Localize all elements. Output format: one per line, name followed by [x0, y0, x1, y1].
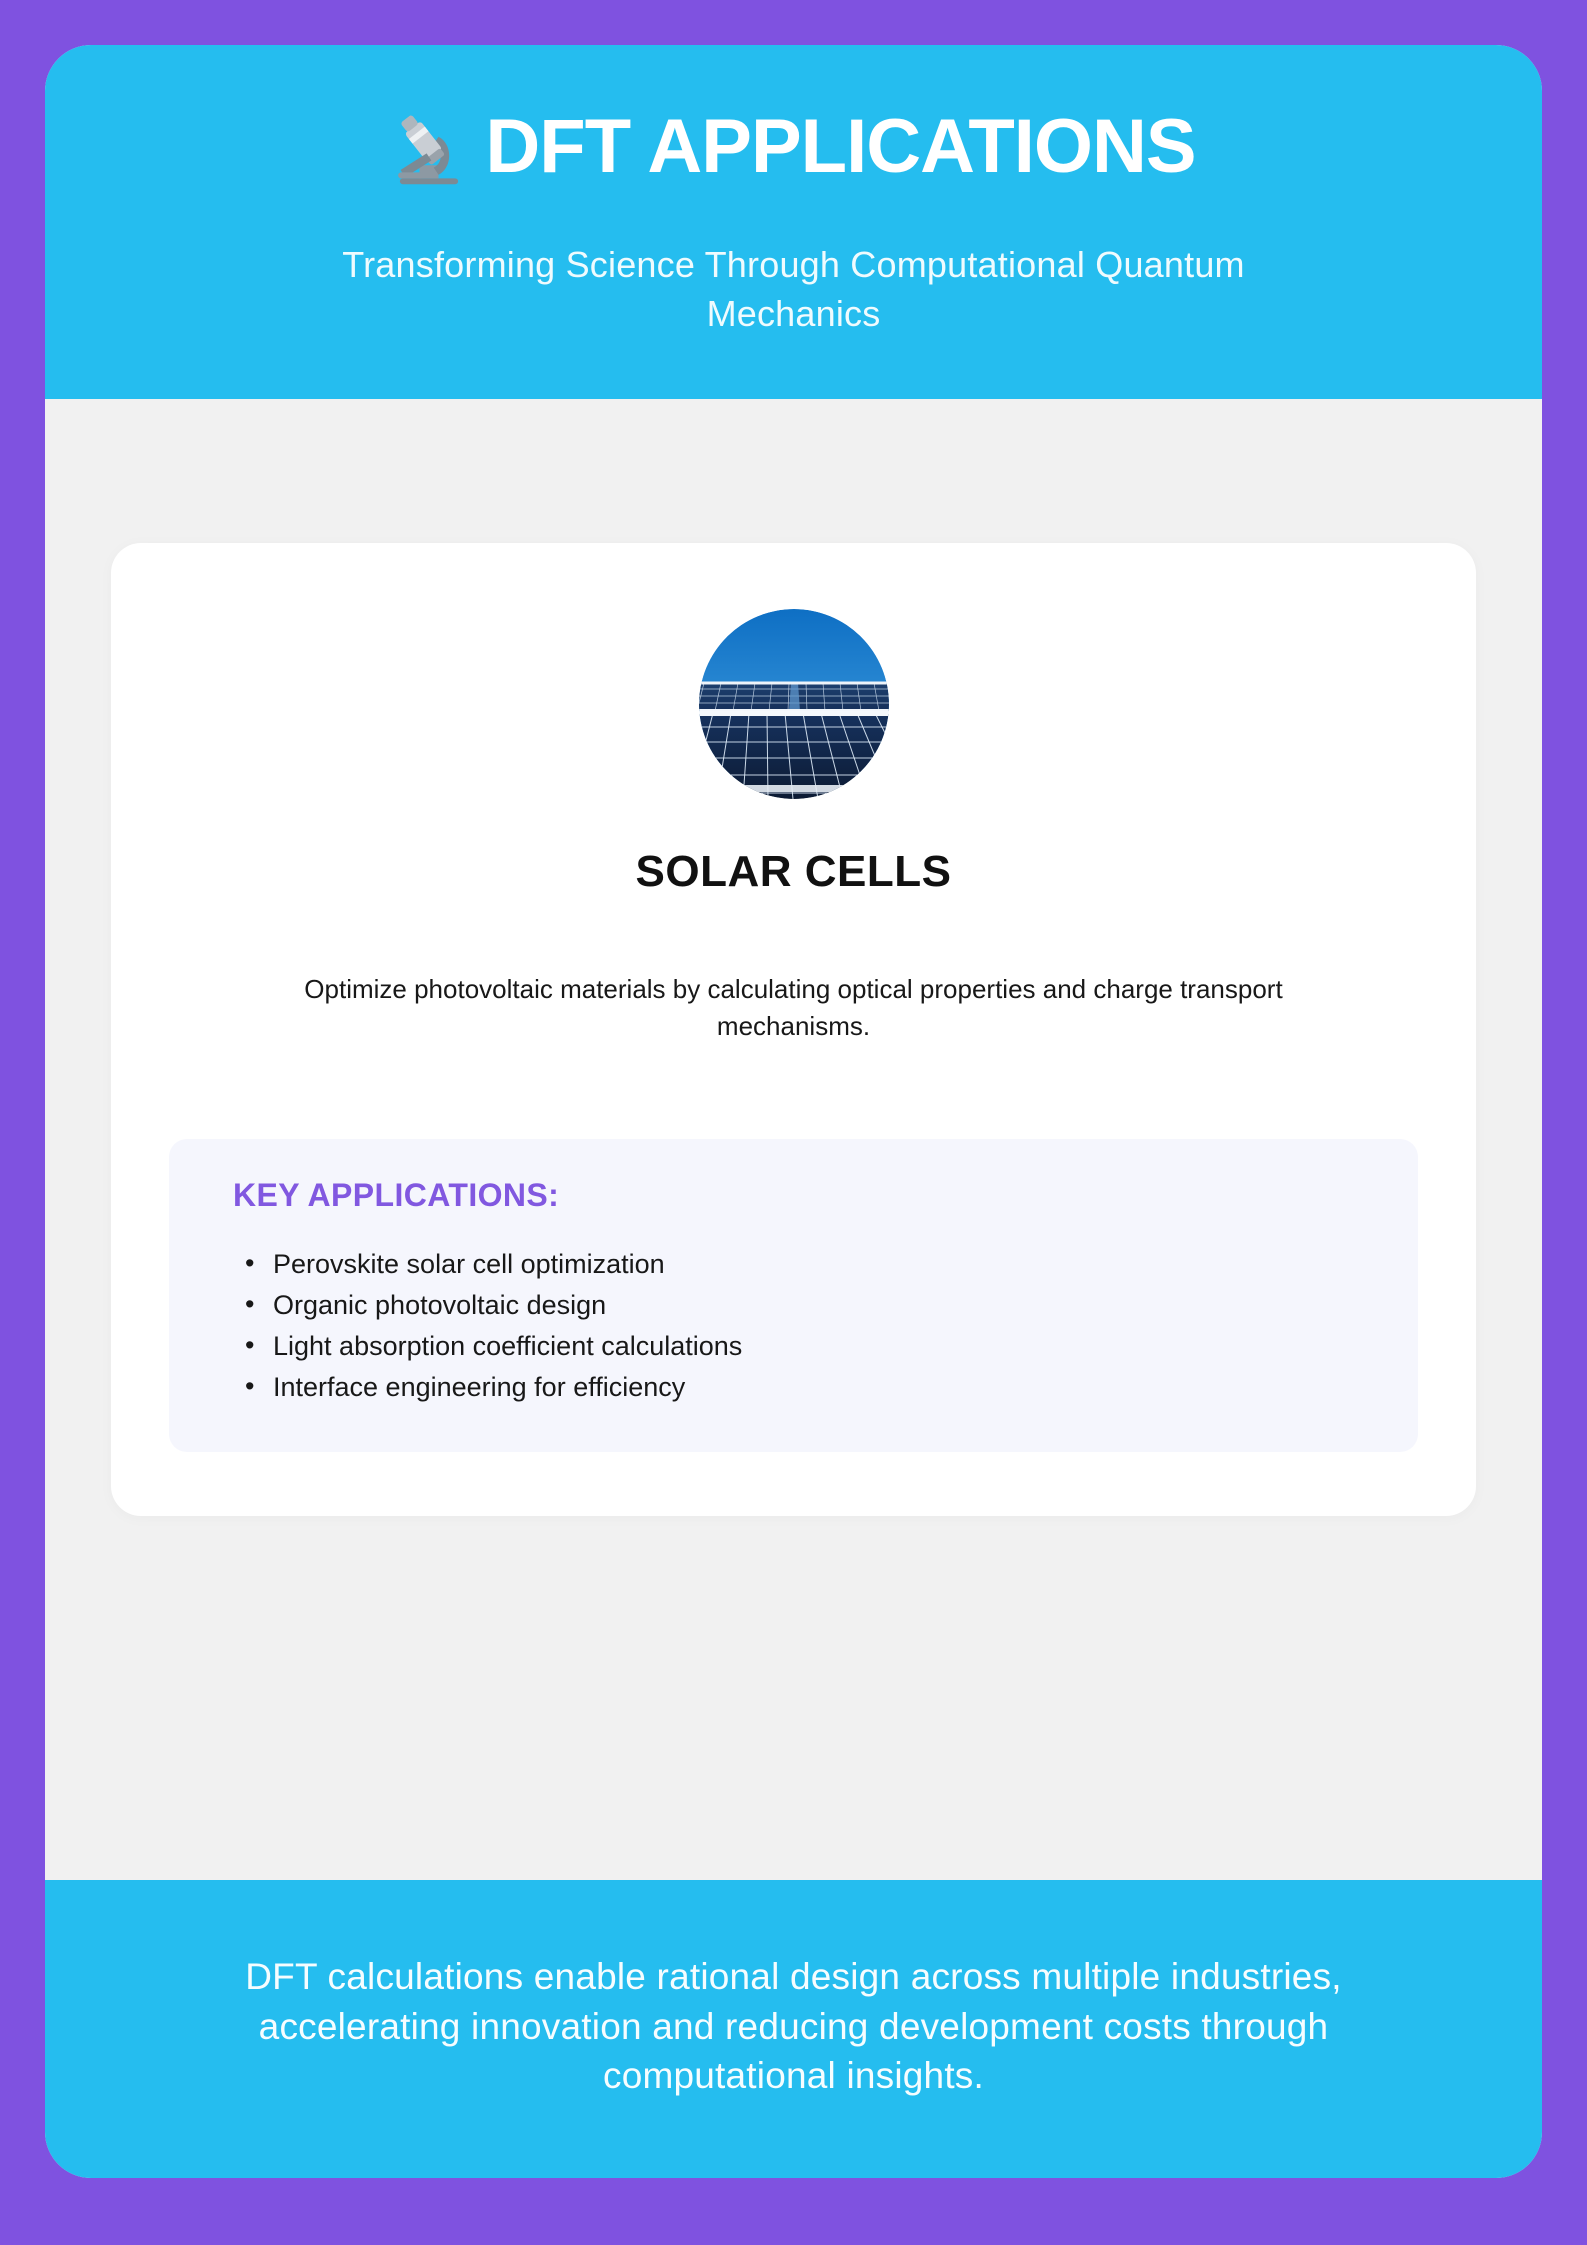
list-item: • Interface engineering for efficiency — [243, 1367, 1362, 1408]
footer-text: DFT calculations enable rational design across multiple industries, accelerating innovation and reducing development costs through computational insights. — [245, 1956, 1342, 2096]
list-item: • Organic photovoltaic design — [243, 1285, 1362, 1326]
poster-header — [45, 45, 1542, 399]
list-item: • Perovskite solar cell optimization — [243, 1244, 1362, 1285]
key-applications-heading: KEY APPLICATIONS: — [233, 1176, 560, 1213]
poster-footer — [45, 1880, 1542, 2178]
microscope-icon — [391, 113, 467, 189]
page-title-text: DFT APPLICATIONS — [485, 104, 1196, 189]
card-image-wrapper — [169, 609, 1418, 799]
solar-panel-image — [699, 609, 889, 799]
page-subtitle: Transforming Science Through Computational Quantum Mechanics — [342, 243, 1245, 334]
key-applications-list — [225, 1244, 1362, 1408]
card-title: SOLAR CELLS — [635, 846, 952, 896]
poster-body — [45, 399, 1542, 1881]
list-item: • Light absorption coefficient calculations — [243, 1326, 1362, 1367]
application-card — [111, 543, 1476, 1516]
poster-container — [45, 45, 1542, 2178]
key-applications-box — [169, 1139, 1418, 1452]
card-description: Optimize photovoltaic materials by calculating optical properties and charge transport mechanisms. — [304, 973, 1283, 1041]
page-title — [115, 104, 1472, 189]
